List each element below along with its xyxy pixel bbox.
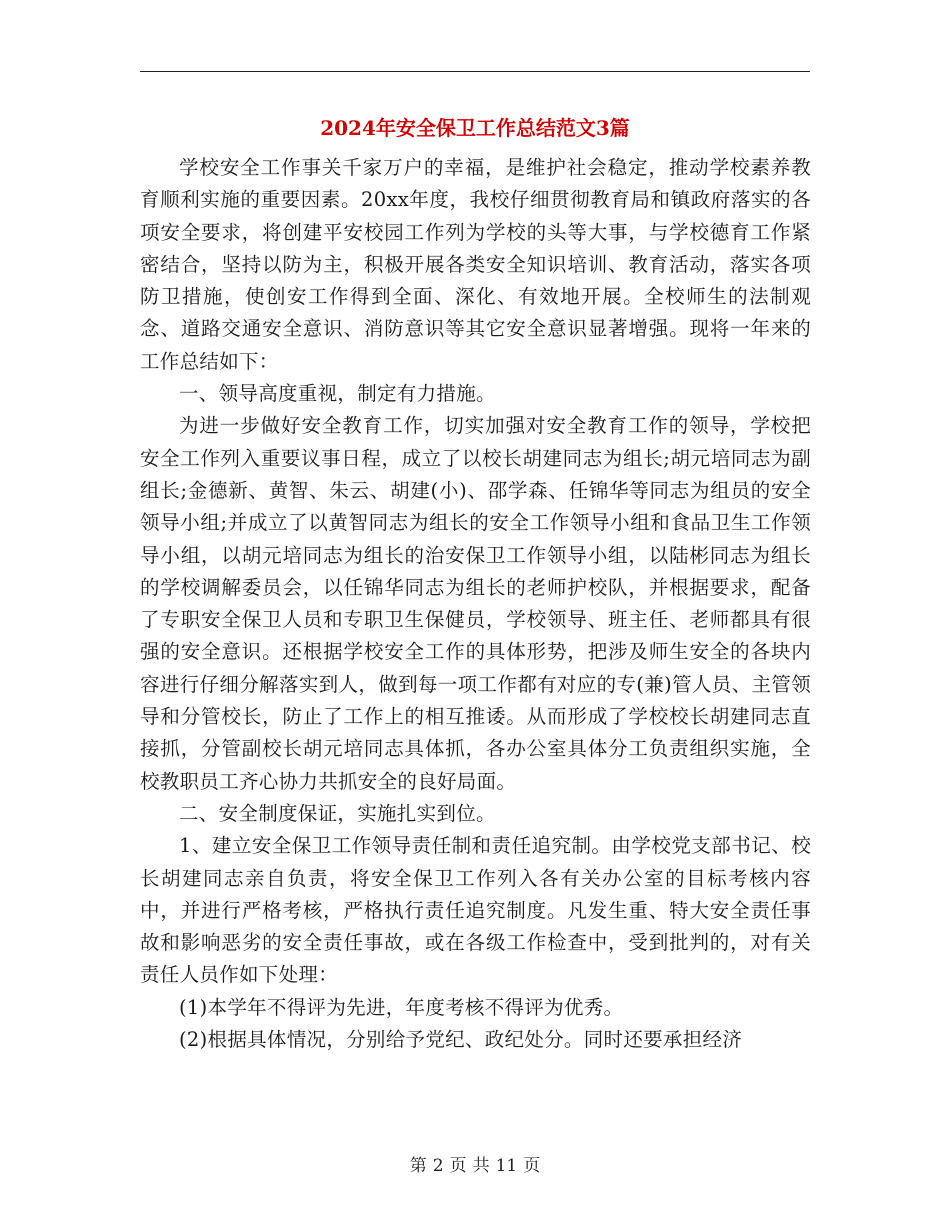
paragraph-responsibility: 1、建立安全保卫工作领导责任制和责任追究制。由学校党支部书记、校长胡建同志亲自负责，将安全保卫工作列入各有关办公室的目标考核内容中，并进行严格考核，严格执行责任追究制度。凡发生重、特大安全责任事故和影响恶劣的安全责任事故，或在各级工作检查中，受到批判的，对有关责任人员作如下处理： (140, 834, 811, 987)
total-label: 共 (472, 1156, 490, 1176)
paragraph-leadership: 为进一步做好安全教育工作，切实加强对安全教育工作的领导，学校把安全工作列入重要议事日程，成立了以校长胡建同志为组长;胡元培同志为副组长;金德新、黄智、朱云、胡建(小)、邵学森、任锦华等同志为组员的安全领导小组;并成立了以黄智同志为组长的安全工作领导小组和食品卫生工作领导小组，以胡元培同志为组长的治安保卫工作领导小组，以陆彬同志为组长的学校调解委员会，以任锦华同志为组长的老师护校队，并根据要求，配备了专职安全保卫人员和专职卫生保健员，学校领导、班主任、老师都具有很强的安全意识。还根据学校安全工作的具体形势，把涉及师生安全的各块内容进行仔细分解落实到人，做到每一项工作都有对应的专(兼)管人员、主管领导和分管校长，防止了工作上的相互推诿。从而形成了学校校长胡建同志直接抓，分管副校长胡元培同志具体抓，各办公室具体分工负责组织实施，全校教职员工齐心协力共抓安全的良好局面。 (140, 414, 811, 793)
paragraph-intro: 学校安全工作事关千家万户的幸福，是维护社会稳定，推动学校素养教育顺利实施的重要因素。20xx年度，我校仔细贯彻教育局和镇政府落实的各项安全要求，将创建平安校园工作列为学校的头等大事，与学校德育工作紧密结合，坚持以防为主，积极开展各类安全知识培训、教育活动，落实各项防卫措施，使创安工作得到全面、深化、有效地开展。全校师生的法制观念、道路交通安全意识、消防意识等其它安全意识显著增强。现将一年来的工作总结如下： (140, 156, 811, 373)
document-title: 2024年安全保卫工作总结范文3篇 (320, 116, 630, 140)
section-heading-2: 二、安全制度保证，实施扎实到位。 (179, 801, 496, 825)
page-number (0, 1155, 950, 1177)
header-rule (140, 71, 810, 72)
document-body (140, 152, 811, 1056)
total-unit-label: 页 (523, 1156, 541, 1176)
page-unit-label: 页 (449, 1156, 467, 1176)
list-item-2: (2)根据具体情况，分别给予党纪、政纪处分。同时还要承担经济 (179, 1028, 743, 1052)
list-item-1: (1)本学年不得评为先进，年度考核不得评为优秀。 (179, 995, 624, 1019)
section-heading-1: 一、领导高度重视，制定有力措施。 (179, 382, 496, 406)
total-pages: 11 (495, 1156, 518, 1176)
current-page: 2 (432, 1156, 444, 1176)
page-label: 第 (409, 1156, 427, 1176)
